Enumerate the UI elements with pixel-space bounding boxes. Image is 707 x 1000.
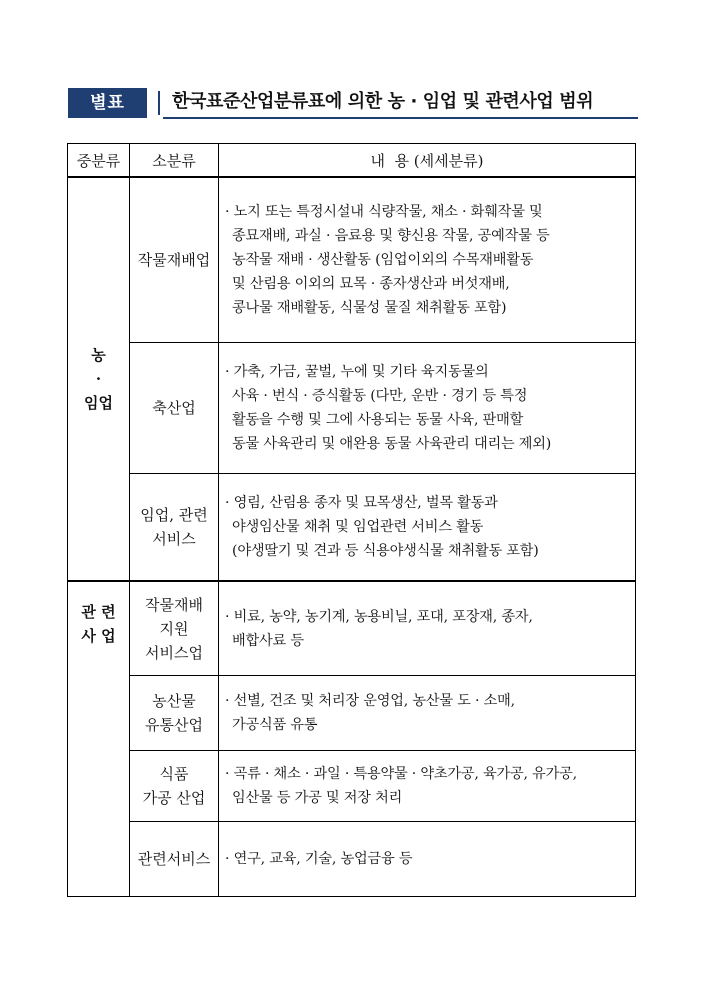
content-line: · 곡류 · 채소 · 과일 · 특용약물 · 약초가공, 육가공, 유가공,: [225, 766, 577, 782]
minor-line: 서비스업: [145, 643, 203, 662]
table-row: [68, 676, 636, 751]
content-line: 야생임산물 채취 및 임업관련 서비스 활동: [232, 519, 484, 535]
column-header-major: 중분류: [68, 144, 130, 178]
major-line: 농: [91, 346, 106, 364]
appendix-badge: 별표: [68, 88, 147, 118]
content-line: 농작물 재배 · 생산활동 (임업이외의 수목재배활동: [232, 252, 534, 268]
content-line: 및 산림용 이외의 묘목 · 종자생산과 버섯재배,: [232, 276, 510, 292]
table-row: [68, 751, 636, 822]
page-title: 한국표준산업분류표에 의한 농 · 임업 및 관련사업 범위: [172, 91, 594, 112]
title-underline: [163, 117, 638, 119]
major-line: 사 업: [81, 627, 116, 645]
classification-table: [67, 143, 636, 897]
minor-line: 지원: [159, 619, 189, 638]
table-header-row: [68, 144, 636, 178]
minor-category: [130, 822, 219, 897]
minor-line: 서비스: [152, 530, 196, 548]
major-line: 임업: [84, 394, 113, 412]
content-cell: [219, 177, 636, 343]
content-line: 활동을 수행 및 그에 사용되는 동물 사육, 판매할: [232, 412, 524, 428]
content-line: · 영림, 산림용 종자 및 묘목생산, 벌목 활동과: [225, 495, 498, 511]
minor-category: [130, 343, 219, 474]
minor-category: [130, 474, 219, 582]
content-cell: [219, 581, 636, 676]
content-line: 종묘재배, 과실 · 음료용 및 향신용 작물, 공예작물 등: [232, 228, 550, 244]
column-header-minor: 소분류: [130, 144, 219, 178]
minor-line: 임업, 관련: [140, 506, 208, 524]
content-cell: [219, 676, 636, 751]
content-line: · 연구, 교육, 기술, 농업금융 등: [225, 851, 413, 867]
minor-category: [130, 751, 219, 822]
minor-category: [130, 581, 219, 676]
minor-line: 작물재배업: [137, 251, 211, 269]
content-line: 배합사료 등: [232, 632, 304, 649]
content-line: 임산물 등 가공 및 저장 처리: [232, 790, 403, 806]
major-category-related-business: [68, 581, 130, 897]
minor-line: 가공 산업: [142, 789, 206, 807]
content-cell: [219, 751, 636, 822]
content-line: 콩나물 재배활동, 식물성 물질 채취활동 포함): [232, 300, 507, 316]
minor-line: 작물재배: [145, 595, 203, 614]
major-category-agriculture: [68, 177, 130, 581]
content-line: (야생딸기 및 견과 등 식용야생식물 채취활동 포함): [232, 543, 539, 559]
column-header-content: 내 용 (세세분류): [219, 144, 636, 178]
content-line: 동물 사육관리 및 애완용 동물 사육관리 대리는 제외): [232, 436, 552, 452]
minor-category: [130, 177, 219, 343]
minor-line: 축산업: [152, 399, 196, 417]
minor-line: 관련서비스: [137, 850, 211, 868]
content-line: · 노지 또는 특정시설내 식량작물, 채소 · 화훼작물 및: [225, 204, 543, 220]
table-row: [68, 581, 636, 676]
table-row: [68, 343, 636, 474]
major-line: 관 련: [81, 603, 116, 621]
content-line: · 가축, 가금, 꿀벌, 누에 및 기타 육지동물의: [225, 364, 489, 380]
title-separator: [158, 91, 160, 115]
content-cell: [219, 343, 636, 474]
table-row: [68, 822, 636, 897]
title-bar: [68, 88, 638, 118]
table-row: [68, 177, 636, 343]
content-line: 사육 · 번식 · 증식활동 (다만, 운반 · 경기 등 특정: [232, 388, 528, 404]
content-cell: [219, 822, 636, 897]
content-cell: [219, 474, 636, 582]
content-line: · 선별, 건조 및 처리장 운영업, 농산물 도 · 소매,: [225, 693, 515, 709]
minor-line: 식품: [159, 765, 189, 783]
table-row: [68, 474, 636, 582]
minor-category: [130, 676, 219, 751]
minor-line: 농산물: [152, 692, 196, 710]
content-line: · 비료, 농약, 농기계, 농용비닐, 포대, 포장재, 종자,: [225, 608, 533, 625]
minor-line: 유통산업: [145, 716, 203, 734]
content-line: 가공식품 유통: [232, 717, 318, 733]
major-line: ·: [95, 370, 102, 388]
